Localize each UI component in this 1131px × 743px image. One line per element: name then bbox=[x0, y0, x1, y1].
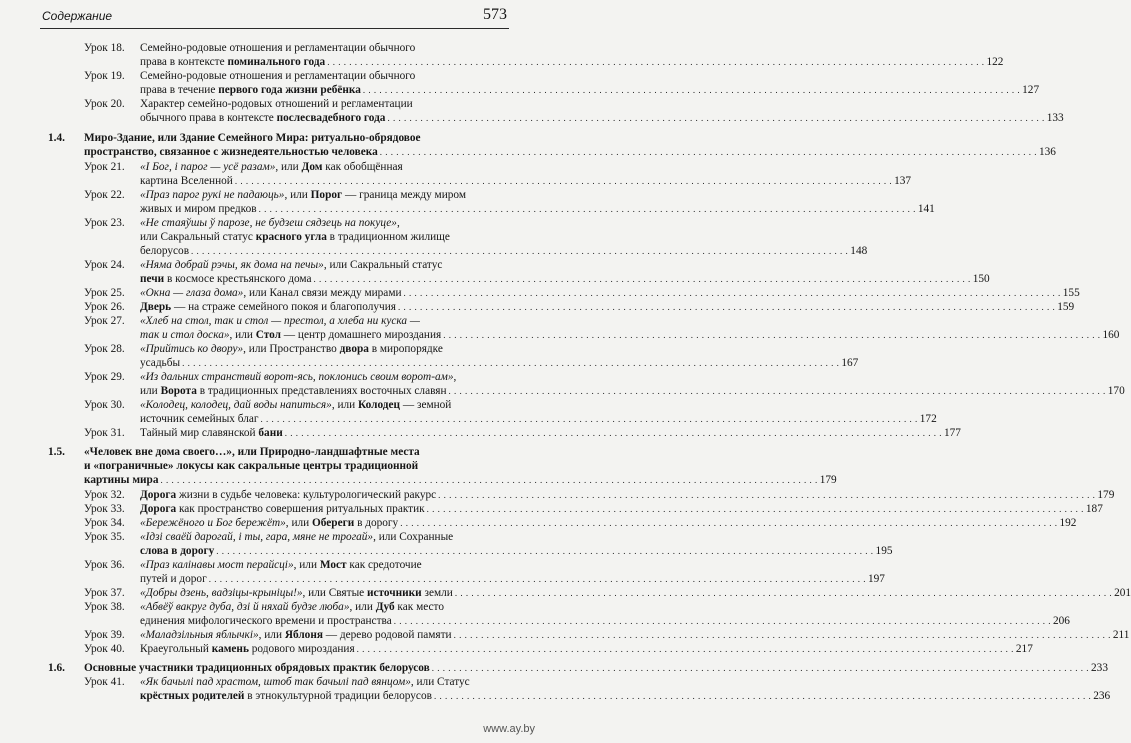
dot-leader: . . . . . . . . . . . . . . . . . . . . . . . . . . . . . . . . . . . . . . . . . . . . . . . . . . . . . . . . . . . . . . . . . . . . . . . . . . . . . . . . . . . . . . . . . . . . . . . . . . . . . . . . . . . . . . . . . . . . . . . . bbox=[393, 616, 1051, 626]
lesson-label: Урок 28. bbox=[84, 343, 125, 355]
toc-entry-text bbox=[140, 398, 451, 412]
text-run: , или Святые bbox=[302, 587, 367, 599]
text-run: , или Статус bbox=[410, 676, 470, 688]
toc-line bbox=[48, 131, 493, 145]
dot-leader: . . . . . . . . . . . . . . . . . . . . . . . . . . . . . . . . . . . . . . . . . . . . . . . . . . . . . . . . . . . . . . . . . . . . . . . . . . . . . . . . . . . . . . . . . . . . . . . . . . . . . . . . . . . . . . . . . . . . . . . . bbox=[426, 504, 1084, 514]
text-run: или bbox=[140, 385, 161, 397]
toc-entry-text bbox=[140, 642, 355, 656]
dot-leader: . . . . . . . . . . . . . . . . . . . . . . . . . . . . . . . . . . . . . . . . . . . . . . . . . . . . . . . . . . . . . . . . . . . . . . . . . . . . . . . . . . . . . . . . . . . . . . . . . . . . . . . . . . . . . . . . . . . . . . . . bbox=[234, 176, 893, 186]
text-run: , bbox=[453, 371, 457, 383]
toc-entry-text bbox=[140, 111, 385, 125]
toc-line bbox=[84, 600, 493, 614]
dot-leader: . . . . . . . . . . . . . . . . . . . . . . . . . . . . . . . . . . . . . . . . . . . . . . . . . . . . . . . . . . . . . . . . . . . . . . . . . . . . . . . . . . . . . . . . . . . . . . . . . . . . . . . . . . . . . . . . . . . . . . . . bbox=[433, 691, 1092, 701]
text-run: Дорога bbox=[140, 489, 177, 501]
text-run: земли bbox=[421, 587, 453, 599]
toc-entry-text bbox=[140, 174, 233, 188]
section-number: 1.4. bbox=[48, 132, 65, 144]
toc-entry-text bbox=[140, 675, 470, 689]
lesson-label: Урок 24. bbox=[84, 259, 125, 271]
dot-leader: . . . . . . . . . . . . . . . . . . . . . . . . . . . . . . . . . . . . . . . . . . . . . . . . . . . . . . . . . . . . . . . . . . . . . . . . . . . . . . . . . . . . . . . . . . . . . . . . . . . . . . . . . . . . . . . . . . . . . . . . bbox=[313, 274, 971, 284]
toc-entry-text bbox=[140, 342, 443, 356]
text-run: или Сакральный статус bbox=[140, 231, 256, 243]
toc-entry-text bbox=[140, 628, 452, 642]
toc-line bbox=[140, 356, 859, 370]
toc-entry-text bbox=[140, 202, 257, 216]
toc-entry-text bbox=[140, 384, 447, 398]
text-run: «Колодец, колодец, дай воды напиться» bbox=[140, 399, 332, 411]
lesson-label: Урок 32. bbox=[84, 489, 125, 501]
lesson-label: Урок 30. bbox=[84, 399, 125, 411]
text-run: Дуб bbox=[375, 601, 395, 613]
text-run: «Ідзі сваёй дарогай, і ты, гара, мяне не трогай» bbox=[140, 531, 374, 543]
page-number: 573 bbox=[483, 6, 507, 23]
toc-page-number: 177 bbox=[943, 427, 961, 439]
dot-leader: . . . . . . . . . . . . . . . . . . . . . . . . . . . . . . . . . . . . . . . . . . . . . . . . . . . . . . . . . . . . . . . . . . . . . . . . . . . . . . . . . . . . . . . . . . . . . . . . . . . . . . . . . . . . . . . . . . . . . . . . bbox=[431, 663, 1090, 673]
lesson-label: Урок 25. bbox=[84, 287, 125, 299]
toc-line bbox=[84, 628, 1130, 642]
text-run: , или Канал связи между мирами bbox=[243, 287, 402, 299]
toc-page-number: 122 bbox=[986, 56, 1004, 68]
toc-page-number: 201 bbox=[1114, 587, 1131, 599]
toc-entry-text bbox=[140, 502, 425, 516]
toc-line bbox=[140, 111, 1064, 125]
toc-entry-text bbox=[140, 160, 403, 174]
lesson-label: Урок 21. bbox=[84, 161, 125, 173]
toc-line bbox=[48, 445, 493, 459]
toc-page-number: 155 bbox=[1062, 287, 1080, 299]
text-run: Дорога bbox=[140, 503, 177, 515]
dot-leader: . . . . . . . . . . . . . . . . . . . . . . . . . . . . . . . . . . . . . . . . . . . . . . . . . . . . . . . . . . . . . . . . . . . . . . . . . . . . . . . . . . . . . . . . . . . . . . . . . . . . . . . . . . . . . . . . . . . . . . . . bbox=[379, 147, 1037, 157]
dot-leader: . . . . . . . . . . . . . . . . . . . . . . . . . . . . . . . . . . . . . . . . . . . . . . . . . . . . . . . . . . . . . . . . . . . . . . . . . . . . . . . . . . . . . . . . . . . . . . . . . . . . . . . . . . . . . . . . . . . . . . . . bbox=[448, 386, 1106, 396]
toc-line bbox=[84, 258, 493, 272]
lesson-label: Урок 23. bbox=[84, 217, 125, 229]
toc-entry-text bbox=[84, 661, 430, 675]
toc-line bbox=[84, 160, 493, 174]
lesson-label: Урок 27. bbox=[84, 315, 125, 327]
text-run: , или bbox=[275, 161, 302, 173]
toc-page-number: 141 bbox=[917, 203, 935, 215]
text-run: живых и миром предков bbox=[140, 203, 257, 215]
dot-leader: . . . . . . . . . . . . . . . . . . . . . . . . . . . . . . . . . . . . . . . . . . . . . . . . . . . . . . . . . . . . . . . . . . . . . . . . . . . . . . . . . . . . . . . . . . . . . . . . . . . . . . . . . . . . . . . . . . . . . . . . bbox=[438, 490, 1096, 500]
toc-entry-text bbox=[140, 230, 450, 244]
dot-leader: . . . . . . . . . . . . . . . . . . . . . . . . . . . . . . . . . . . . . . . . . . . . . . . . . . . . . . . . . . . . . . . . . . . . . . . . . . . . . . . . . . . . . . . . . . . . . . . . . . . . . . . . . . . . . . . . . . . . . . . . bbox=[284, 428, 942, 438]
toc-entry-text bbox=[140, 614, 392, 628]
toc-entry-text bbox=[140, 188, 466, 202]
text-run: «І Бог, і парог — усё разам» bbox=[140, 161, 276, 173]
toc-page-number: 236 bbox=[1093, 690, 1111, 702]
toc-line bbox=[140, 272, 990, 286]
text-run: в традиционном жилище bbox=[326, 231, 450, 243]
toc-line bbox=[84, 342, 493, 356]
lesson-label: Урок 36. bbox=[84, 559, 125, 571]
toc-line bbox=[84, 558, 493, 572]
toc-entry-text bbox=[140, 586, 453, 600]
text-run: источники bbox=[367, 587, 422, 599]
toc-line bbox=[48, 661, 1108, 675]
text-run: путей и дорог bbox=[140, 573, 207, 585]
text-run: в космосе крестьянского дома bbox=[164, 273, 312, 285]
running-header bbox=[40, 6, 509, 29]
text-run: картины мира bbox=[84, 474, 159, 486]
text-run: Яблоня bbox=[284, 629, 323, 641]
text-run: белорусов bbox=[140, 245, 190, 257]
toc-page-number: 206 bbox=[1052, 615, 1070, 627]
text-run: , или bbox=[293, 559, 320, 571]
dot-leader: . . . . . . . . . . . . . . . . . . . . . . . . . . . . . . . . . . . . . . . . . . . . . . . . . . . . . . . . . . . . . . . . . . . . . . . . . . . . . . . . . . . . . . . . . . . . . . . . . . . . . . . . . . . . . . . . . . . . . . . . bbox=[454, 588, 1113, 598]
text-run: жизни в судьбе человека: культурологический ракурс bbox=[176, 489, 437, 501]
dot-leader: . . . . . . . . . . . . . . . . . . . . . . . . . . . . . . . . . . . . . . . . . . . . . . . . . . . . . . . . . . . . . . . . . . . . . . . . . . . . . . . . . . . . . . . . . . . . . . . . . . . . . . . . . . . . . . . . . . . . . . . . bbox=[260, 414, 918, 424]
toc-line bbox=[140, 572, 885, 586]
text-run: крёстных родителей bbox=[140, 690, 245, 702]
text-run: — дерево родовой памяти bbox=[322, 629, 452, 641]
text-run: Мост bbox=[319, 559, 347, 571]
toc-entry-text bbox=[140, 83, 361, 97]
toc-entry-text bbox=[84, 473, 158, 487]
text-run: картина Вселенной bbox=[140, 175, 233, 187]
text-run: , или bbox=[285, 517, 312, 529]
dot-leader: . . . . . . . . . . . . . . . . . . . . . . . . . . . . . . . . . . . . . . . . . . . . . . . . . . . . . . . . . . . . . . . . . . . . . . . . . . . . . . . . . . . . . . . . . . . . . . . . . . . . . . . . . . . . . . . . . . . . . . . . bbox=[182, 358, 840, 368]
text-run: в миропорядке bbox=[368, 343, 443, 355]
text-run: , или bbox=[229, 329, 256, 341]
dot-leader: . . . . . . . . . . . . . . . . . . . . . . . . . . . . . . . . . . . . . . . . . . . . . . . . . . . . . . . . . . . . . . . . . . . . . . . . . . . . . . . . . . . . . . . . . . . . . . . . . . . . . . . . . . . . . . . . . . . . . . . . bbox=[443, 330, 1101, 340]
lesson-label: Урок 19. bbox=[84, 70, 125, 82]
lesson-label: Урок 40. bbox=[84, 643, 125, 655]
toc-entry-text bbox=[140, 41, 415, 55]
toc-line bbox=[140, 689, 1111, 703]
toc-page-number: 137 bbox=[894, 175, 912, 187]
toc-entry-text bbox=[140, 558, 422, 572]
toc-page-number: 136 bbox=[1039, 146, 1056, 158]
toc-page-number: 148 bbox=[850, 245, 868, 257]
text-run: Стол bbox=[255, 329, 281, 341]
toc-line bbox=[84, 145, 1056, 159]
text-run: источник семейных благ bbox=[140, 413, 259, 425]
toc-page-number: 211 bbox=[1112, 629, 1130, 641]
text-run: , или Сакральный статус bbox=[323, 259, 443, 271]
text-run: Дверь bbox=[140, 301, 172, 313]
text-run: «Не стаяўшы ў парозе, не будзеш сядзець на покуце» bbox=[140, 217, 397, 229]
dot-leader: . . . . . . . . . . . . . . . . . . . . . . . . . . . . . . . . . . . . . . . . . . . . . . . . . . . . . . . . . . . . . . . . . . . . . . . . . . . . . . . . . . . . . . . . . . . . . . . . . . . . . . . . . . . . . . . . . . . . . . . . bbox=[453, 630, 1111, 640]
dot-leader: . . . . . . . . . . . . . . . . . . . . . . . . . . . . . . . . . . . . . . . . . . . . . . . . . . . . . . . . . . . . . . . . . . . . . . . . . . . . . . . . . . . . . . . . . . . . . . . . . . . . . . . . . . . . . . . . . . . . . . . . bbox=[403, 288, 1061, 298]
text-run: и «пограничные» локусы как сакральные центры традиционной bbox=[84, 460, 419, 472]
text-run: первого года жизни ребёнка bbox=[218, 84, 361, 96]
toc-page-number: 172 bbox=[919, 413, 937, 425]
text-run: Основные участники традиционных обрядовых практик белорусов bbox=[84, 662, 430, 674]
text-run: двора bbox=[339, 343, 369, 355]
text-run: камень bbox=[211, 643, 249, 655]
toc-entry-text bbox=[140, 426, 283, 440]
text-run: единения мифологического времени и пространства bbox=[140, 615, 392, 627]
toc-line bbox=[84, 314, 493, 328]
toc-line bbox=[84, 516, 1077, 530]
toc-entry-text bbox=[140, 272, 311, 286]
toc-page-number: 160 bbox=[1102, 329, 1120, 341]
text-run: Колодец bbox=[358, 399, 401, 411]
toc-line bbox=[140, 230, 493, 244]
toc-line bbox=[140, 202, 935, 216]
lesson-label: Урок 22. bbox=[84, 189, 125, 201]
toc-entry-text bbox=[140, 530, 453, 544]
text-run: Дом bbox=[301, 161, 323, 173]
toc-entry-text bbox=[140, 516, 398, 530]
text-run: «Окна — глаза дома» bbox=[140, 287, 244, 299]
running-header-title: Содержание bbox=[42, 9, 113, 23]
toc-line bbox=[84, 300, 1075, 314]
text-run: — земной bbox=[400, 399, 452, 411]
text-run: «Няма добрай рэчы, як дома на печы» bbox=[140, 259, 324, 271]
dot-leader: . . . . . . . . . . . . . . . . . . . . . . . . . . . . . . . . . . . . . . . . . . . . . . . . . . . . . . . . . . . . . . . . . . . . . . . . . . . . . . . . . . . . . . . . . . . . . . . . . . . . . . . . . . . . . . . . . . . . . . . . bbox=[362, 85, 1021, 95]
toc-line bbox=[84, 459, 493, 473]
toc-entry-text bbox=[140, 488, 436, 502]
lesson-label: Урок 38. bbox=[84, 601, 125, 613]
section-number: 1.6. bbox=[48, 662, 65, 674]
text-run: права в контексте bbox=[140, 56, 228, 68]
toc-line bbox=[84, 286, 1080, 300]
text-run: поминального года bbox=[227, 56, 326, 68]
toc-page-number: 197 bbox=[867, 573, 885, 585]
text-run: как место bbox=[394, 601, 444, 613]
text-run: «Праз парог рукі не падаюць» bbox=[140, 189, 285, 201]
toc-line bbox=[84, 97, 493, 111]
toc-line bbox=[84, 426, 961, 440]
toc-entry-text bbox=[140, 600, 444, 614]
text-run: «Як бачылі пад храстом, штоб так бачылі пад вянцом» bbox=[140, 676, 411, 688]
dot-leader: . . . . . . . . . . . . . . . . . . . . . . . . . . . . . . . . . . . . . . . . . . . . . . . . . . . . . . . . . . . . . . . . . . . . . . . . . . . . . . . . . . . . . . . . . . . . . . . . . . . . . . . . . . . . . . . . . . . . . . . . bbox=[191, 246, 849, 256]
text-run: так и стол доска» bbox=[140, 329, 230, 341]
toc-line bbox=[84, 502, 1103, 516]
toc-line bbox=[140, 412, 937, 426]
toc-line bbox=[84, 530, 493, 544]
text-run: как обобщённая bbox=[322, 161, 403, 173]
dot-leader: . . . . . . . . . . . . . . . . . . . . . . . . . . . . . . . . . . . . . . . . . . . . . . . . . . . . . . . . . . . . . . . . . . . . . . . . . . . . . . . . . . . . . . . . . . . . . . . . . . . . . . . . . . . . . . . . . . . . . . . . bbox=[160, 475, 818, 485]
text-run: Миро-Здание, или Здание Семейного Мира: ритуально-обрядовое bbox=[84, 132, 421, 144]
text-run: — центр домашнего мироздания bbox=[280, 329, 442, 341]
text-run: , или Сохранные bbox=[373, 531, 454, 543]
text-run: обычного права в контексте bbox=[140, 112, 277, 124]
toc-page-number: 127 bbox=[1022, 84, 1040, 96]
text-run: «Абвёў вакруг дуба, дзі й няхай будзе люба» bbox=[140, 601, 350, 613]
text-run: «Хлеб на стол, так и стол — престол, а хлеба ни куска — bbox=[140, 315, 420, 327]
text-run: «Человек вне дома своего…» bbox=[84, 446, 232, 458]
text-run: пространство, связанное с жизнедеятельностью человека bbox=[84, 146, 378, 158]
toc-entry-text bbox=[140, 69, 415, 83]
toc-page-number: 233 bbox=[1091, 662, 1108, 674]
dot-leader: . . . . . . . . . . . . . . . . . . . . . . . . . . . . . . . . . . . . . . . . . . . . . . . . . . . . . . . . . . . . . . . . . . . . . . . . . . . . . . . . . . . . . . . . . . . . . . . . . . . . . . . . . . . . . . . . . . . . . . . . bbox=[216, 546, 874, 556]
toc-line bbox=[140, 55, 1004, 69]
toc-entry-text bbox=[140, 258, 442, 272]
text-run: как средоточие bbox=[346, 559, 422, 571]
text-run: Характер семейно-родовых отношений и регламентации bbox=[140, 98, 413, 110]
text-run: бани bbox=[258, 427, 283, 439]
toc-line bbox=[84, 642, 1033, 656]
lesson-label: Урок 20. bbox=[84, 98, 125, 110]
toc-page-number: 187 bbox=[1085, 503, 1103, 515]
text-run: — граница между миром bbox=[342, 189, 466, 201]
text-run: Порог bbox=[310, 189, 343, 201]
text-run: Тайный мир славянской bbox=[140, 427, 259, 439]
text-run: «Маладзільныя яблычкі» bbox=[140, 629, 259, 641]
watermark: www.ay.by bbox=[483, 723, 535, 735]
text-run: в дорогу bbox=[354, 517, 399, 529]
toc-entry-text bbox=[140, 314, 420, 328]
text-run: — на страже семейного покоя и благополучия bbox=[171, 301, 396, 313]
toc-entry-text bbox=[140, 244, 189, 258]
text-run: Семейно-родовые отношения и регламентации обычного bbox=[140, 70, 416, 82]
text-run: , или Природно-ландшафтные места bbox=[231, 446, 420, 458]
lesson-label: Урок 31. bbox=[84, 427, 125, 439]
toc-line bbox=[140, 83, 1040, 97]
toc-line bbox=[84, 41, 493, 55]
dot-leader: . . . . . . . . . . . . . . . . . . . . . . . . . . . . . . . . . . . . . . . . . . . . . . . . . . . . . . . . . . . . . . . . . . . . . . . . . . . . . . . . . . . . . . . . . . . . . . . . . . . . . . . . . . . . . . . . . . . . . . . . bbox=[400, 518, 1058, 528]
text-run: послесвадебного года bbox=[276, 112, 386, 124]
lesson-label: Урок 26. bbox=[84, 301, 125, 313]
section-number: 1.5. bbox=[48, 446, 65, 458]
toc-page-number: 170 bbox=[1107, 385, 1125, 397]
text-run: , или bbox=[284, 189, 311, 201]
toc-entry-text bbox=[84, 145, 378, 159]
toc-page-number: 167 bbox=[841, 357, 859, 369]
toc-entry-text bbox=[84, 131, 421, 145]
text-run: , или bbox=[349, 601, 376, 613]
dot-leader: . . . . . . . . . . . . . . . . . . . . . . . . . . . . . . . . . . . . . . . . . . . . . . . . . . . . . . . . . . . . . . . . . . . . . . . . . . . . . . . . . . . . . . . . . . . . . . . . . . . . . . . . . . . . . . . . . . . . . . . . bbox=[397, 302, 1056, 312]
toc-line bbox=[84, 69, 493, 83]
lesson-label: Урок 33. bbox=[84, 503, 125, 515]
toc-entry-text bbox=[84, 445, 420, 459]
text-run: Семейно-родовые отношения и регламентации обычного bbox=[140, 42, 416, 54]
text-run: «Бережёного и Бог бережёт» bbox=[140, 517, 286, 529]
toc-line bbox=[140, 544, 893, 558]
toc-entry-text bbox=[140, 356, 180, 370]
text-run: слова в дорогу bbox=[140, 545, 215, 557]
toc-line bbox=[84, 188, 493, 202]
toc-entry-text bbox=[140, 544, 214, 558]
text-run: , bbox=[396, 217, 400, 229]
text-run: в этнокультурной традиции белорусов bbox=[244, 690, 432, 702]
text-run: права в течение bbox=[140, 84, 219, 96]
text-run: «Праз калінавы мост перайсці» bbox=[140, 559, 294, 571]
toc-line bbox=[140, 614, 1070, 628]
text-run: «Добры дзень, вадзіцы-крыніцы!» bbox=[140, 587, 303, 599]
toc-entry-text bbox=[140, 300, 396, 314]
text-run: «Из дальних странствий ворот-ясь, поклонись своим ворот-ам» bbox=[140, 371, 454, 383]
dot-leader: . . . . . . . . . . . . . . . . . . . . . . . . . . . . . . . . . . . . . . . . . . . . . . . . . . . . . . . . . . . . . . . . . . . . . . . . . . . . . . . . . . . . . . . . . . . . . . . . . . . . . . . . . . . . . . . . . . . . . . . . bbox=[208, 574, 866, 584]
text-run: усадьбы bbox=[140, 357, 181, 369]
toc-entry-text bbox=[140, 286, 402, 300]
lesson-label: Урок 39. bbox=[84, 629, 125, 641]
toc-entry-text bbox=[140, 97, 413, 111]
dot-leader: . . . . . . . . . . . . . . . . . . . . . . . . . . . . . . . . . . . . . . . . . . . . . . . . . . . . . . . . . . . . . . . . . . . . . . . . . . . . . . . . . . . . . . . . . . . . . . . . . . . . . . . . . . . . . . . . . . . . . . . . bbox=[258, 204, 916, 214]
toc-line bbox=[140, 244, 868, 258]
lesson-label: Урок 35. bbox=[84, 531, 125, 543]
text-run: печи bbox=[140, 273, 165, 285]
lesson-label: Урок 18. bbox=[84, 42, 125, 54]
toc-page-number: 217 bbox=[1015, 643, 1033, 655]
toc-line bbox=[84, 473, 837, 487]
toc-entry-text bbox=[84, 459, 418, 473]
toc-page-number: 195 bbox=[875, 545, 893, 557]
text-run: «Прийтись ко двору» bbox=[140, 343, 244, 355]
lesson-label: Урок 34. bbox=[84, 517, 125, 529]
lesson-label: Урок 41. bbox=[84, 676, 125, 688]
text-run: как пространство совершения ритуальных практик bbox=[176, 503, 425, 515]
dot-leader: . . . . . . . . . . . . . . . . . . . . . . . . . . . . . . . . . . . . . . . . . . . . . . . . . . . . . . . . . . . . . . . . . . . . . . . . . . . . . . . . . . . . . . . . . . . . . . . . . . . . . . . . . . . . . . . . . . . . . . . . bbox=[327, 57, 985, 67]
toc-page-number: 133 bbox=[1046, 112, 1064, 124]
dot-leader: . . . . . . . . . . . . . . . . . . . . . . . . . . . . . . . . . . . . . . . . . . . . . . . . . . . . . . . . . . . . . . . . . . . . . . . . . . . . . . . . . . . . . . . . . . . . . . . . . . . . . . . . . . . . . . . . . . . . . . . . bbox=[387, 113, 1045, 123]
toc-page-number: 150 bbox=[972, 273, 990, 285]
toc-line bbox=[84, 216, 493, 230]
text-run: Ворота bbox=[160, 385, 197, 397]
text-run: , или Пространство bbox=[243, 343, 340, 355]
toc-entry-text bbox=[140, 412, 259, 426]
toc-entry-text bbox=[140, 55, 325, 69]
toc-line bbox=[140, 328, 1120, 342]
text-run: Краеугольный bbox=[140, 643, 212, 655]
lesson-label: Урок 29. bbox=[84, 371, 125, 383]
toc-entry-text bbox=[140, 689, 432, 703]
text-run: красного угла bbox=[255, 231, 327, 243]
toc-line bbox=[84, 488, 1115, 502]
toc-entry-text bbox=[140, 572, 207, 586]
toc-page-number: 179 bbox=[819, 474, 837, 486]
toc-entry-text bbox=[140, 216, 400, 230]
toc-entry-text bbox=[140, 328, 441, 342]
toc-entry-text bbox=[140, 370, 456, 384]
dot-leader: . . . . . . . . . . . . . . . . . . . . . . . . . . . . . . . . . . . . . . . . . . . . . . . . . . . . . . . . . . . . . . . . . . . . . . . . . . . . . . . . . . . . . . . . . . . . . . . . . . . . . . . . . . . . . . . . . . . . . . . . bbox=[356, 644, 1014, 654]
text-run: Обереги bbox=[312, 517, 355, 529]
toc-page-number: 179 bbox=[1097, 489, 1115, 501]
toc-page-number: 192 bbox=[1059, 517, 1077, 529]
toc-line bbox=[84, 370, 493, 384]
text-run: в традиционных представлениях восточных славян bbox=[196, 385, 447, 397]
text-run: , или bbox=[331, 399, 359, 411]
toc-line bbox=[140, 174, 912, 188]
text-run: родового мироздания bbox=[248, 643, 355, 655]
text-run: , или bbox=[258, 629, 285, 641]
lesson-label: Урок 37. bbox=[84, 587, 125, 599]
toc-page-number: 159 bbox=[1057, 301, 1075, 313]
toc-line bbox=[84, 586, 1131, 600]
toc-line bbox=[140, 384, 1125, 398]
toc-line bbox=[84, 675, 493, 689]
toc-line bbox=[84, 398, 493, 412]
